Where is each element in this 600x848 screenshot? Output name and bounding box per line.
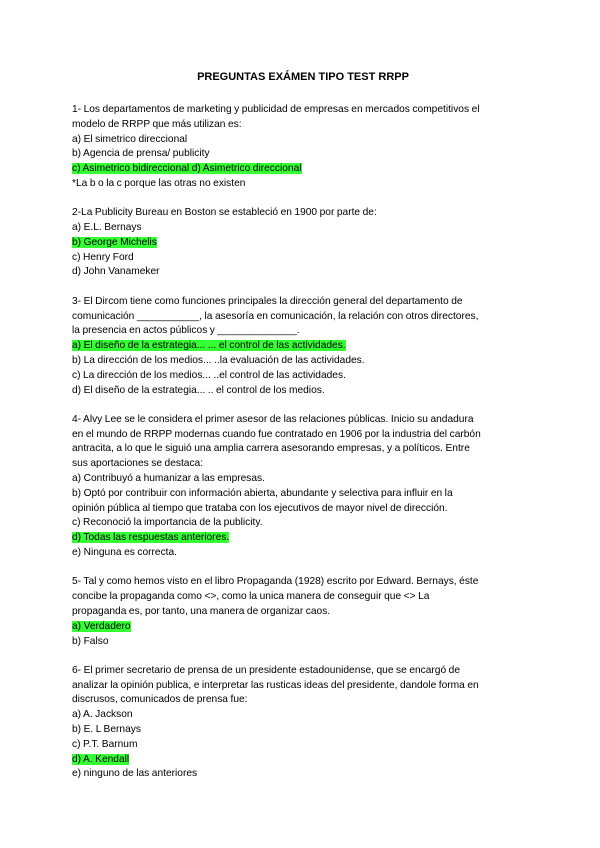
question-line [72, 605, 534, 620]
questions-list [72, 103, 534, 782]
question-line [72, 590, 534, 605]
question-3 [72, 295, 534, 399]
question-line [72, 354, 534, 369]
line-text: sus aportaciones se destaca: [72, 458, 204, 470]
line-text: a) A. Jackson [72, 709, 133, 721]
question-line [72, 162, 534, 177]
line-text: b) Falso [72, 635, 109, 647]
question-line [72, 339, 534, 354]
line-text: d) John Vanameker [72, 266, 160, 278]
line-text: modelo de RRPP que más utilizan es: [72, 118, 242, 130]
question-line [72, 324, 534, 339]
line-text: concibe la propaganda como <>, como la unica manera de conseguir que <> La [72, 591, 430, 603]
highlighted-answer: d) A. Kendall [72, 753, 130, 765]
line-text: discrusos, comunicados de prensa fue: [72, 694, 248, 706]
question-line [72, 384, 534, 399]
line-text: d) El diseño de la estrategia... .. el control de los medios. [72, 384, 325, 396]
line-text: comunicación ___________, la asesoría en comunicación, la relación con otros directores, [72, 310, 479, 322]
line-text: c) Reconoció la importancia de la publicity. [72, 517, 263, 529]
question-line [72, 442, 534, 457]
question-text [72, 206, 534, 221]
question-text [72, 103, 534, 118]
question-line [72, 502, 534, 517]
question-5 [72, 575, 534, 649]
question-2 [72, 206, 534, 280]
line-text: antracita, a lo que le siguió una amplia carrera asesorando empresas, y a políticos. Entre [72, 443, 470, 455]
line-text: propaganda es, por tanto, una manera de organizar caos. [72, 605, 331, 617]
line-text: c) La dirección de los medios... ..el control de las actividades. [72, 369, 346, 381]
question-line [72, 236, 534, 251]
highlighted-answer: d) Todas las respuestas anteriores. [72, 532, 230, 544]
question-line [72, 738, 534, 753]
line-text: c) P.T. Barnum [72, 738, 138, 750]
line-text: b) Optó por contribuir con información abierta, abundante y selectiva para influir en la [72, 487, 453, 499]
question-line [72, 635, 534, 650]
question-line [72, 118, 534, 133]
document-title: PREGUNTAS EXÁMEN TIPO TEST RRPP [197, 71, 409, 83]
highlighted-answer: c) Asimetrico bidireccional d) Asimetrico direccional [72, 163, 302, 175]
line-text: opinión pública al tiempo que trataba con los ejecutivos de mayor nivel de dirección. [72, 502, 448, 514]
line-text: a) E.L. Bernays [72, 222, 142, 234]
question-line [72, 708, 534, 723]
line-text: b) La dirección de los medios... ..la evaluación de las actividades. [72, 354, 365, 366]
question-line [72, 251, 534, 266]
highlighted-answer: a) Verdadero [72, 620, 131, 632]
question-line [72, 767, 534, 782]
question-line [72, 487, 534, 502]
question-line [72, 177, 534, 192]
question-4 [72, 413, 534, 561]
highlighted-answer: a) El diseño de la estrategia... ... el control de las actividades. [72, 340, 346, 352]
question-line [72, 531, 534, 546]
question-text [72, 664, 534, 679]
question-line [72, 679, 534, 694]
line-text: b) E. L Bernays [72, 723, 141, 735]
line-text: 4- Alvy Lee se le considera el primer asesor de las relaciones públicas. Inicio su andadura [72, 413, 474, 425]
question-text [72, 413, 534, 428]
line-text: b) Agencia de prensa/ publicity [72, 148, 210, 160]
question-line [72, 723, 534, 738]
question-1 [72, 103, 534, 192]
line-text: e) Ninguna es correcta. [72, 547, 177, 559]
question-line [72, 516, 534, 531]
highlighted-answer: b) George Michelis [72, 236, 157, 248]
question-line [72, 369, 534, 384]
question-line [72, 133, 534, 148]
document-page [72, 70, 534, 797]
line-text: e) ninguno de las anteriores [72, 768, 198, 780]
question-line [72, 310, 534, 325]
line-text: a) El simetrico direccional [72, 133, 188, 145]
line-text: 1- Los departamentos de marketing y publicidad de empresas en mercados competitivos el [72, 104, 480, 115]
question-line [72, 546, 534, 561]
question-line [72, 265, 534, 280]
question-line [72, 693, 534, 708]
question-line [72, 428, 534, 443]
question-6 [72, 664, 534, 782]
question-line [72, 221, 534, 236]
line-text: a) Contribuyó a humanizar a las empresas. [72, 473, 265, 485]
question-text [72, 295, 534, 310]
line-text: en el mundo de RRPP modernas cuando fue contratado en 1906 por la industria del carbón [72, 428, 481, 440]
line-text: 5- Tal y como hemos visto en el libro Propaganda (1928) escrito por Edward. Bernays, éste [72, 576, 479, 588]
question-line [72, 457, 534, 472]
question-line [72, 620, 534, 635]
question-line [72, 753, 534, 768]
question-line [72, 472, 534, 487]
line-text: analizar la opinión publica, e interpretar las rusticas ideas del presidente, dandole forma en [72, 679, 479, 691]
line-text: 6- El primer secretario de prensa de un presidente estadounidense, que se encargó de [72, 664, 461, 676]
question-line [72, 147, 534, 162]
line-text: *La b o la c porque las otras no existen [72, 177, 246, 189]
line-text: la presencia en actos públicos y ______________. [72, 325, 300, 337]
line-text: 3- El Dircom tiene como funciones principales la dirección general del departamento de [72, 295, 463, 307]
question-text [72, 575, 534, 590]
line-text: c) Henry Ford [72, 251, 134, 263]
line-text: 2-La Publicity Bureau en Boston se estableció en 1900 por parte de: [72, 207, 377, 219]
